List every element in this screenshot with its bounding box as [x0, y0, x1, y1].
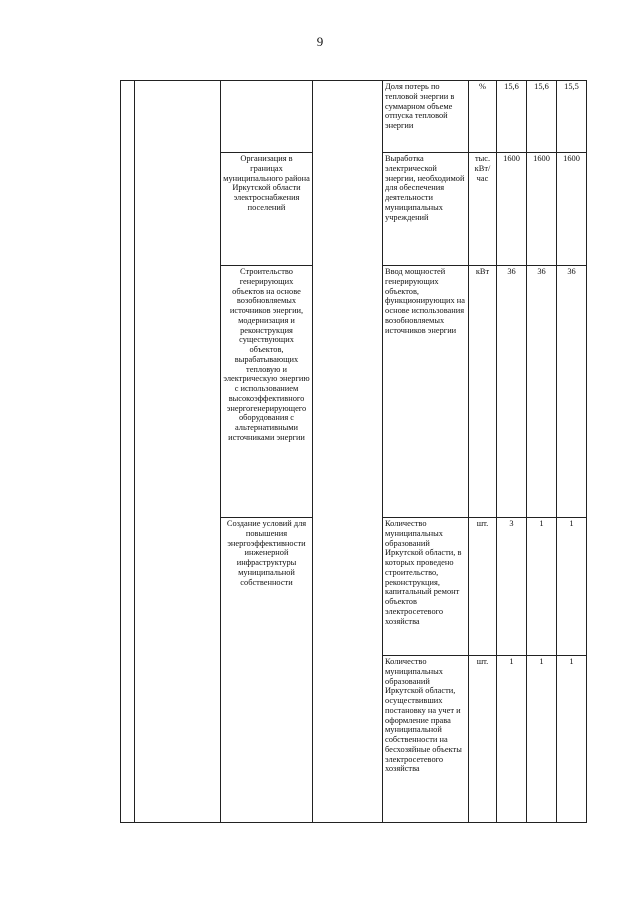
empty-cell-activity: [313, 81, 383, 823]
task-cell: Организация в границах муниципального района Иркутской области электроснабжения поселений: [221, 153, 313, 266]
indicator-cell: Ввод мощностей генерирующих объектов, функционирующих на основе использования возобновляемых источников энергии: [383, 266, 469, 518]
value-cell-1: 36: [497, 266, 527, 518]
empty-cell-number: [121, 81, 135, 823]
indicator-cell: Выработка электрической энергии, необходимой для обеспечения деятельности муниципальных учреждений: [383, 153, 469, 266]
value-cell-3: 15,5: [557, 81, 587, 153]
value-cell-1: 15,6: [497, 81, 527, 153]
value-cell-2: 1: [527, 656, 557, 823]
value-cell-1: 3: [497, 518, 527, 656]
value-cell-1: 1600: [497, 153, 527, 266]
value-cell-3: 36: [557, 266, 587, 518]
unit-cell: шт.: [469, 518, 497, 656]
value-cell-3: 1: [557, 656, 587, 823]
task-cell: Создание условий для повышения энергоэффективности инженерной инфраструктуры муниципальной собственности: [221, 518, 313, 823]
unit-cell: кВт: [469, 266, 497, 518]
indicator-cell: Количество муниципальных образований Иркутской области, осуществивших постановку на учет и оформление права муниципальной собственности на бесхозяйные объекты электросетевого хозяйства: [383, 656, 469, 823]
value-cell-1: 1: [497, 656, 527, 823]
indicator-cell: Количество муниципальных образований Иркутской области, в которых проведено строительство, реконструкция, капитальный ремонт объектов электросетевого хозяйства: [383, 518, 469, 656]
value-cell-2: 1600: [527, 153, 557, 266]
unit-cell: %: [469, 81, 497, 153]
value-cell-2: 15,6: [527, 81, 557, 153]
indicator-cell: Доля потерь по тепловой энергии в суммарном объеме отпуска тепловой энергии: [383, 81, 469, 153]
page-number: 9: [316, 34, 324, 49]
indicators-table: [120, 80, 587, 823]
table-row: [121, 81, 587, 153]
task-cell: Строительство генерирующих объектов на основе возобновляемых источников энергии, модернизация и реконструкция существующих объектов, вырабатывающих тепловую и электрическую энергию с использованием высокоэффективного энергогенерирующего оборудования с альтернативными источниками энергии: [221, 266, 313, 518]
task-cell: [221, 81, 313, 153]
unit-cell: тыс. кВт/ час: [469, 153, 497, 266]
empty-cell-program: [135, 81, 221, 823]
value-cell-3: 1600: [557, 153, 587, 266]
value-cell-3: 1: [557, 518, 587, 656]
value-cell-2: 36: [527, 266, 557, 518]
value-cell-2: 1: [527, 518, 557, 656]
unit-cell: шт.: [469, 656, 497, 823]
